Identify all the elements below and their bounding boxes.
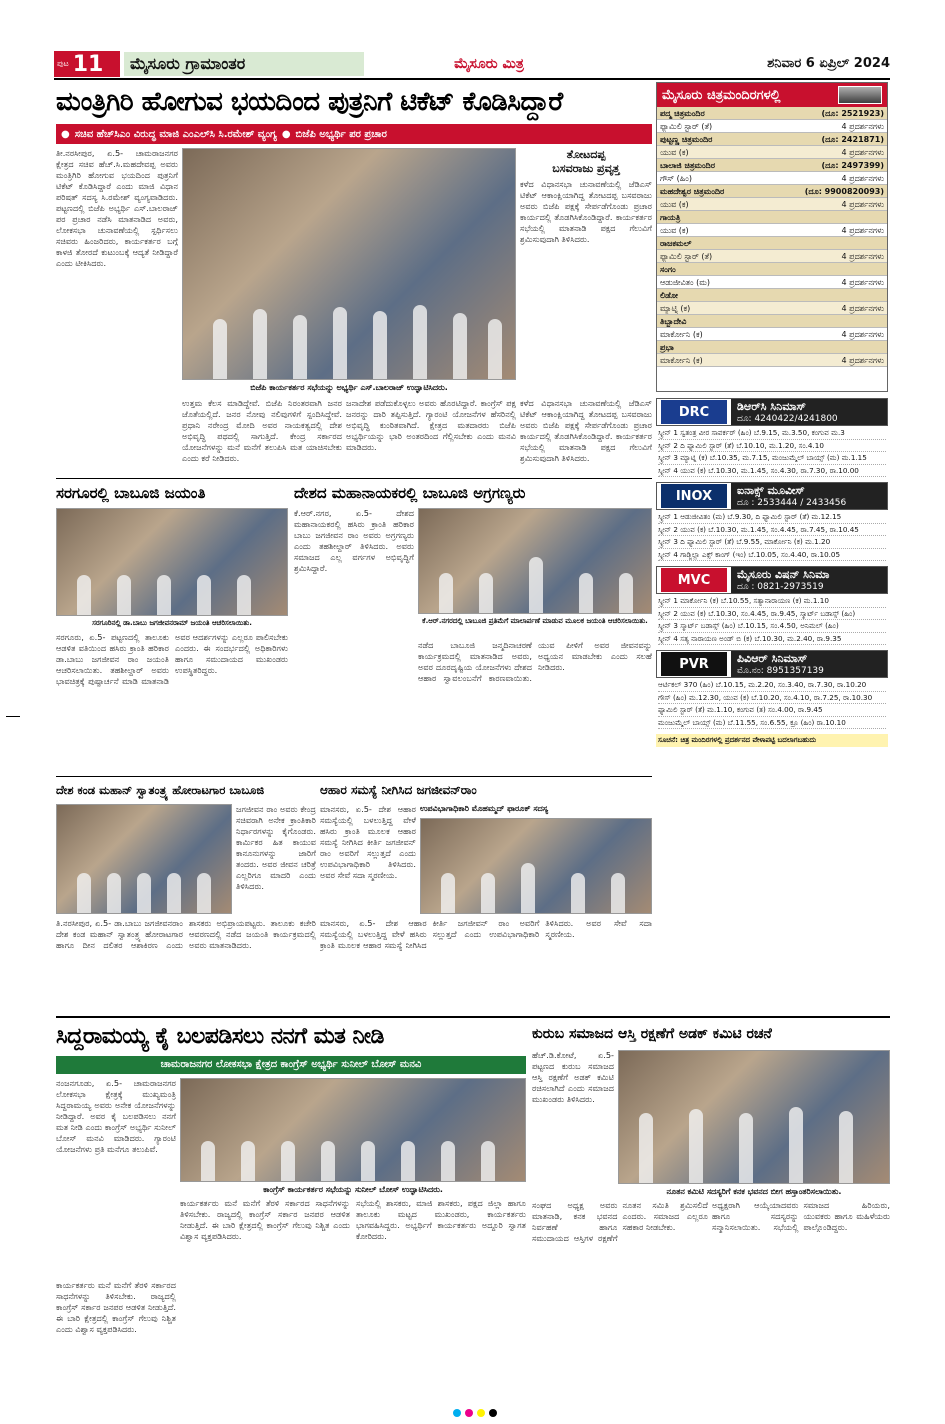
page-number-box xyxy=(54,51,120,77)
showtime-row: ಸ್ಕ್ರೀನ್ 4 ಯುವ (ಕ) ಬೆ.10.30, ಮ.1.45, ಸಂ.4.30, ರಾ.7.30, ರಾ.10.00 xyxy=(658,465,886,478)
lead-body-1: ತೀ.ನರಸೀಪುರ, ಏ.5- ಚಾಮರಾಜನಗರ ಕ್ಷೇತ್ರದ ಸಚಿವ ಹೆಚ್.ಸಿ.ಮಹದೇವಪ್ಪ ಅವರು ಮಂತ್ರಿಗಿರಿ ಹೋಗುವ ಭಯದಿಂದ ಪುತ್ರನಿಗೆ ಟಿಕೆಟ್ ಕೊಡಿಸಿದ್ದಾರೆ ಎಂದು ಮಾಜಿ ವಿಧಾನ ಪರಿಷತ್ ಸದಸ್ಯ ಸಿ.ರಮೇಶ್ ವ್ಯಂಗ್ಯವಾಡಿದರು. ಪಟ್ಟಣದಲ್ಲಿ ಬಿಜೆಪಿ ಅಭ್ಯರ್ಥಿ ಎಸ್.ಬಾಲರಾಜ್ ಪರ ಪ್ರಚಾರ ನಡೆಸಿ ಮಾತನಾಡಿದ ಅವರು, ಲೋಕಸಭಾ ಚುನಾವಣೆಯಲ್ಲಿ ಸ್ಪರ್ಧಿಸಲು ಸಚಿವರು ಹಿಂಜರಿದರು, ಕಾರ್ಯಕರ್ತರ ಬಗ್ಗೆ ಕಾಳಜಿ ತೋರದೆ ಕುಟುಂಬಕ್ಕೆ ಆದ್ಯತೆ ನೀಡಿದ್ದಾರೆ ಎಂದು ಟೀಕಿಸಿದರು. xyxy=(56,148,178,268)
freedom-body-1: ತಿ.ನರಸೀಪುರ, ಏ.5- ಡಾ.ಬಾಬು ಜಗಜೀವನರಾಂ ದೇಶ ಕಂಡ ಮಹಾನ್ ಸ್ವಾತಂತ್ರ್ಯ ಹೋರಾಟಗಾರ ಹಾಗೂ ದೀನ ದಲಿತರ ಆಶಾಕಿರಣ ಎಂದು ಶಾಸಕರು ಅಭಿಪ್ರಾಯಪಟ್ಟರು. ತಾಲೂಕು ಕಚೇರಿ ಆವರಣದಲ್ಲಿ ನಡೆದ ಜಯಂತಿ ಕಾರ್ಯಕ್ರಮದಲ್ಲಿ ಅವರು ಮಾತನಾಡಿದರು. xyxy=(56,918,316,950)
kuruba-body-2: ಸಂಘದ ಅಧ್ಯಕ್ಷ ಅವರು ಮಾತನಾಡಿ, ಕನಕ ಭವನದ ನಿರ್ವಹಣೆ ಹಾಗೂ ಸಮುದಾಯದ ಆಸ್ತಿಗಳ ರಕ್ಷಣೆಗೆ ನೂತನ ಸಮಿತಿ ಶ್ರಮಿಸಲಿದೆ ಎಂದರು. ಸಮಾಜದ ಎಲ್ಲರೂ ಸಹಕಾರ ನೀಡಬೇಕು. xyxy=(532,1200,708,1243)
theatre-row xyxy=(657,107,887,120)
cinema-header xyxy=(656,566,888,594)
theatre-row xyxy=(657,302,887,315)
theatre-name: ಮಾರ್ಕೋನಿ (ಕ) xyxy=(660,330,703,339)
theatre-info: (ದೂ: 2521923) xyxy=(821,109,884,118)
siddu-body-1: ನಂಜನಗೂಡು, ಏ.5- ಚಾಮರಾಜನಗರ ಲೋಕಸಭಾ ಕ್ಷೇತ್ರಕ್ಕೆ ಮುಖ್ಯಮಂತ್ರಿ ಸಿದ್ದರಾಮಯ್ಯ ಅವರು ಅನೇಕ ಯೋಜನೆಗಳನ್ನು ನೀಡಿದ್ದಾರೆ. ಅವರ ಕೈ ಬಲಪಡಿಸಲು ನನಗೆ ಮತ ನೀಡಿ ಎಂದು ಕಾಂಗ್ರೆಸ್ ಅಭ್ಯರ್ಥಿ ಸುನೀಲ್ ಬೋಸ್ ಮನವಿ ಮಾಡಿದರು. ಗ್ಯಾರಂಟಿ ಯೋಜನೆಗಳು ಪ್ರತಿ ಮನೆಗೂ ತಲುಪಿವೆ. xyxy=(56,1078,176,1154)
cinema-block xyxy=(656,398,888,478)
theatre-info: 4 ಪ್ರದರ್ಶನಗಳು xyxy=(841,148,884,157)
cinema-header xyxy=(656,650,888,678)
theatre-name: ರಾಜಕಮಲ್ xyxy=(660,239,692,248)
showtime-row: ಸ್ಕ್ರೀನ್ 4 ಗಾಡ್ಜಿಲ್ಲಾ ಎಕ್ಸ್ ಕಾಂಗ್ (ಇಂ) ಬೆ.10.05, ಸಂ.4.40, ರಾ.10.05 xyxy=(658,549,886,562)
theatre-row xyxy=(657,341,887,354)
cinema-name: ಪಿವಿಆರ್ ಸಿನಿಮಾಸ್ xyxy=(737,652,808,665)
cinema-logo: PVR xyxy=(661,652,727,676)
theatre-info: 4 ಪ್ರದರ್ಶನಗಳು xyxy=(841,330,884,339)
theatre-name: ಪುಟ್ಟಣ್ಣ ಚಿತ್ರಮಂದಿರ xyxy=(660,135,713,144)
section-title: ಮೈಸೂರು ಗ್ರಾಮಾಂತರ xyxy=(124,52,364,76)
theatre-info: (ದೂ: 9900820093) xyxy=(804,187,884,196)
theatre-name: ಲಿಡೋ xyxy=(660,291,678,300)
theatre-row xyxy=(657,211,887,224)
theatre-name: ಮಹದೇಶ್ವರ ಚಿತ್ರಮಂದಿರ xyxy=(660,187,725,196)
theatre-list xyxy=(656,82,888,392)
theatre-info: (ದೂ: 2497399) xyxy=(821,161,884,170)
theatre-row xyxy=(657,224,887,237)
siddu-photo xyxy=(180,1078,526,1182)
kuruba-caption: ನೂತನ ಕಮಿಟಿ ಸದಸ್ಯರಿಗೆ ಕನಕ ಭವನದ ಬೀಗ ಹಸ್ತಾಂತರಿಸಲಾಯಿತು. xyxy=(618,1186,890,1198)
page-date: ಶನಿವಾರ 6 ಏಪ್ರಿಲ್ 2024 xyxy=(767,56,890,71)
siddu-caption: ಕಾಂಗ್ರೆಸ್ ಕಾರ್ಯಕರ್ತರ ಸಭೆಯನ್ನು ಸುನೀಲ್ ಬೋಸ್ ಉದ್ಘಾಟಿಸಿದರು. xyxy=(180,1184,526,1196)
showtime-row: ಸ್ಕ್ರೀನ್ 2 ಯುವ (ಕ) ಬೆ.10.30, ಮ.1.45, ಸಂ.4.45, ರಾ.7.45, ರಾ.10.45 xyxy=(658,524,886,537)
cinema-header xyxy=(656,482,888,510)
theatre-row xyxy=(657,237,887,250)
freedom-body-2: ಜಗಜೀವನ ರಾಂ ಅವರು ಕೇಂದ್ರ ಸಚಿವರಾಗಿ ಅನೇಕ ಕ್ರಾಂತಿಕಾರಿ ನಿರ್ಧಾರಗಳನ್ನು ಕೈಗೊಂಡರು. ಕಾರ್ಮಿಕರ ಹಿತ ಕಾಯುವ ಕಾನೂನುಗಳನ್ನು ಜಾರಿಗೆ ತಂದರು. ಅವರ ಜೀವನ ಚರಿತ್ರೆ ಎಲ್ಲರಿಗೂ ಮಾದರಿ ಎಂದು ತಿಳಿಸಿದರು. xyxy=(236,804,316,891)
kuruba-body-3: ಅಧ್ಯಕ್ಷರಾಗಿ ಆಯ್ಕೆಯಾದವರು ಹಾಗೂ ಸದಸ್ಯರನ್ನು ಸನ್ಮಾನಿಸಲಾಯಿತು. ಸಭೆಯಲ್ಲಿ ಸಮಾಜದ ಹಿರಿಯರು, ಯುವಕರು ಹಾಗೂ ಮಹಿಳೆಯರು ಪಾಲ್ಗೊಂಡಿದ್ದರು. xyxy=(712,1200,890,1232)
theatre-name: ಆಡುಜೀವಿತಂ (ಮ) xyxy=(660,278,710,287)
saragur-photo xyxy=(56,508,288,616)
cinema-showtimes xyxy=(656,510,888,562)
lead-photo-caption: ಬಿಜೆಪಿ ಕಾರ್ಯಕರ್ತರ ಸಭೆಯನ್ನು ಅಭ್ಯರ್ಥಿ ಎಸ್.ಬಾಲರಾಜ್ ಉದ್ಘಾಟಿಸಿದರು. xyxy=(182,382,516,394)
theatre-name: ಯುವ (ಕ) xyxy=(660,200,689,209)
theatre-name: ಯುವ (ಕ) xyxy=(660,226,689,235)
theatre-row xyxy=(657,263,887,276)
theatre-rows xyxy=(657,107,887,367)
equality-body: ಮಾನಸರು, ಏ.5- ದೇಶ ಆಹಾರ ಸಮಸ್ಯೆಯಲ್ಲಿ ಬಳಲುತ್ತಿದ್ದ ವೇಳೆ ಹಸಿರು ಕ್ರಾಂತಿ ಮೂಲಕ ಆಹಾರ ಸಮಸ್ಯೆ ನೀಗಿಸಿದ ಕೀರ್ತಿ ಜಗಜೀವನ್ ರಾಂ ಅವರಿಗೆ ಸಲ್ಲುತ್ತದೆ ಎಂದು ಉಪವಿಭಾಗಾಧಿಕಾರಿ ತಿಳಿಸಿದರು. ಅವರ ಸೇವೆ ಸದಾ ಸ್ಮರಣೀಯ. xyxy=(320,804,416,880)
side-headline-2: ಬಸವರಾಜು ಪ್ರವೃತ್ತ xyxy=(552,162,620,175)
theatre-row xyxy=(657,289,887,302)
theatre-info: 4 ಪ್ರದರ್ಶನಗಳು xyxy=(841,252,884,261)
cinema-phone: ಮೊ.ನಂ: 8951357139 xyxy=(737,666,824,676)
theatre-name: ಮ್ಯಾಟ್ನಿ (ಕ) xyxy=(660,304,691,313)
theatre-info: (ದೂ: 2421871) xyxy=(821,135,884,144)
showtime-row: ಮಂಜುಮ್ಮೆಲ್ ಬಾಯ್ಸ್ (ಮ) ಬೆ.11.55, ಸಂ.6.55, ಕ್ರೂ (ಹಿಂ) ರಾ.10.10 xyxy=(658,717,886,730)
theatre-row xyxy=(657,328,887,341)
siddu-body-1-continued: ಕಾರ್ಯಕರ್ತರು ಮನೆ ಮನೆಗೆ ತೆರಳಿ ಸರ್ಕಾರದ ಸಾಧನೆಗಳನ್ನು ತಿಳಿಸಬೇಕು. ರಾಜ್ಯದಲ್ಲಿ ಕಾಂಗ್ರೆಸ್ ಸರ್ಕಾರ ಜನಪರ ಆಡಳಿತ ನೀಡುತ್ತಿದೆ. ಈ ಬಾರಿ ಕ್ಷೇತ್ರದಲ್ಲಿ ಕಾಂಗ್ರೆಸ್ ಗೆಲುವು ನಿಶ್ಚಿತ ಎಂದು ವಿಶ್ವಾಸ ವ್ಯಕ್ತಪಡಿಸಿದರು. xyxy=(56,1280,176,1334)
cinema-phone: ದೂ : 2533444 / 2433456 xyxy=(737,498,847,508)
page-number: 11 xyxy=(72,51,104,77)
theatre-name: ತಿಬ್ಬಾದೇವಿ xyxy=(660,317,687,326)
theatre-name: ಸಂಗಂ xyxy=(660,265,676,274)
side-story xyxy=(520,148,652,398)
siddu-headline: ಸಿದ್ದರಾಮಯ್ಯ ಕೈ ಬಲಪಡಿಸಲು ನನಗೆ ಮತ ನೀಡಿ xyxy=(56,1024,384,1049)
cinema-note: ಸೂಚನೆ: ಚಿತ್ರ ಮಂದಿರಗಳಲ್ಲಿ ಪ್ರದರ್ಶನದ ವೇಳಾಪಟ್ಟಿ ಬದಲಾಗಬಹುದು xyxy=(656,734,888,747)
cinema-header xyxy=(656,398,888,426)
theatre-name: ಬಾಲಾಜಿ ಚಿತ್ರಮಂದಿರ xyxy=(660,161,715,170)
page-header xyxy=(54,51,890,77)
theatre-row xyxy=(657,354,887,367)
freedom-photo xyxy=(56,804,232,914)
siddu-body-3: ಸಭೆಯಲ್ಲಿ ಶಾಸಕರು, ಮಾಜಿ ಶಾಸಕರು, ಪಕ್ಷದ ಜಿಲ್ಲಾ ಹಾಗೂ ತಾಲೂಕು ಮಟ್ಟದ ಮುಖಂಡರು, ಕಾರ್ಯಕರ್ತರು ಭಾಗವಹಿಸಿದ್ದರು. ಅಭ್ಯರ್ಥಿಗೆ ಕಾರ್ಯಕರ್ತರು ಅದ್ದೂರಿ ಸ್ವಾಗತ ಕೋರಿದರು. xyxy=(356,1198,526,1241)
page-label: ಪುಟ xyxy=(57,59,69,68)
theatre-row xyxy=(657,185,887,198)
equality-sub: ಉಪವಿಭಾಗಾಧಿಕಾರಿ ಮೊಹಮ್ಮದ್ ಫಾರೂಕ್ ಸದಸ್ಯ xyxy=(420,804,549,813)
cinema-logo: MVC xyxy=(661,568,727,592)
theatre-name: ಯುವ (ಕ) xyxy=(660,148,689,157)
theatre-name: ಪದ್ಮ ಚಿತ್ರಮಂದಿರ xyxy=(660,109,705,118)
theatre-row xyxy=(657,276,887,289)
saragur-headline: ಸರಗೂರಲ್ಲಿ ಬಾಬೂಜಿ ಜಯಂತಿ xyxy=(56,484,206,502)
theatre-info: 4 ಪ್ರದರ್ಶನಗಳು xyxy=(841,304,884,313)
lead-body-2: ಉತ್ತಮ ಕೆಲಸ ಮಾಡಿದ್ದೇವೆ. ಬಿಜೆಪಿ ನಿರಂತರವಾಗಿ ಜನರ ಜೊತೆಯಲ್ಲಿದೆ. ಜನರ ನೋವು ನಲಿವುಗಳಿಗೆ ಸ್ಪಂದಿಸಿದ್ದೇವೆ. ಪ್ರಧಾನಿ ನರೇಂದ್ರ ಮೋದಿ ಅವರ ನಾಯಕತ್ವದಲ್ಲಿ ದೇಶ ಅಭಿವೃದ್ಧಿ ಪಥದಲ್ಲಿ ಸಾಗುತ್ತಿದೆ. ಕೇಂದ್ರ ಸರ್ಕಾರದ ಯೋಜನೆಗಳನ್ನು ಮನೆ ಮನೆಗೆ ತಲುಪಿಸಿ ಮತ ಯಾಚಿಸಬೇಕು ಎಂದು ಕರೆ ನೀಡಿದರು. xyxy=(182,398,342,463)
babuji-body-2: ನಡೆದ ಬಾಬೂಜಿ ಜನ್ಮದಿನಾಚರಣೆ ಕಾರ್ಯಕ್ರಮದಲ್ಲಿ ಮಾತನಾಡಿದ ಅವರು, ಅವರ ದೂರದೃಷ್ಟಿಯ ಯೋಜನೆಗಳು ದೇಶದ ಆಹಾರ ಸ್ವಾವಲಂಬನೆಗೆ ಕಾರಣವಾಯಿತು. ಯುವ ಪೀಳಿಗೆ ಅವರ ಜೀವನವನ್ನು ಅಧ್ಯಯನ ಮಾಡಬೇಕು ಎಂದು ಸಲಹೆ ನೀಡಿದರು. xyxy=(418,640,652,683)
theatre-info: 4 ಪ್ರದರ್ಶನಗಳು xyxy=(841,278,884,287)
theatre-info: 4 ಪ್ರದರ್ಶನಗಳು xyxy=(841,356,884,365)
cinema-title-box xyxy=(731,399,887,425)
cinema-title-box xyxy=(731,567,887,593)
cinema-listings xyxy=(656,398,888,998)
showtime-row: ಆರ್ಟಿಕಲ್ 370 (ಹಿಂ) ಬೆ.10.15, ಮ.2.20, ಸಂ.3.40, ರಾ.7.30, ರಾ.10.20 xyxy=(658,679,886,692)
showtime-row: ಫ್ಯಾಮಿಲಿ ಸ್ಟಾರ್ (ತೆ) ಮ.1.10, ಕಂಗುವ (ತ) ಸಂ.4.00, ರಾ.9.45 xyxy=(658,704,886,717)
theatre-row xyxy=(657,133,887,146)
lead-photo xyxy=(182,148,516,380)
header-rule xyxy=(54,78,890,80)
kuruba-headline: ಕುರುಬ ಸಮಾಜದ ಆಸ್ತಿ ರಕ್ಷಣೆಗೆ ಅಡಕ್ ಕಮಿಟಿ ರಚನೆ xyxy=(532,1026,772,1042)
kuruba-body-1: ಹೆಚ್.ಡಿ.ಕೋಟೆ, ಏ.5- ಪಟ್ಟಣದ ಕುರುಬ ಸಮಾಜದ ಆಸ್ತಿ ರಕ್ಷಣೆಗೆ ಅಡಕ್ ಕಮಿಟಿ ರಚಿಸಲಾಗಿದೆ ಎಂದು ಸಮಾಜದ ಮುಖಂಡರು ತಿಳಿಸಿದರು. xyxy=(532,1050,614,1104)
theatre-row xyxy=(657,159,887,172)
showtime-row: ಸ್ಕ್ರೀನ್ 1 ಆಡುಜೀವಿತಂ (ಮ) ಬೆ.9.30, ದಿ ಫ್ಯಾಮಿಲಿ ಸ್ಟಾರ್ (ತೆ) ಮ.12.15 xyxy=(658,511,886,524)
theatre-row xyxy=(657,198,887,211)
crop-mark xyxy=(6,716,20,717)
equality-photo xyxy=(420,818,652,914)
saragur-caption: ಸರಗೂರಿನಲ್ಲಿ ಡಾ.ಬಾಬು ಜಗಜೀವನರಾಮ್ ಜಯಂತಿ ಆಚರಿಸಲಾಯಿತು. xyxy=(56,618,288,630)
babuji-body-1: ಕೆ.ಆರ್.ನಗರ, ಏ.5- ದೇಶದ ಮಹಾನಾಯಕರಲ್ಲಿ ಹಸಿರು ಕ್ರಾಂತಿ ಹರಿಕಾರ ಬಾಬು ಜಗಜೀವನ ರಾಂ ಅವರು ಅಗ್ರಗಣ್ಯರು ಎಂದು ತಹಶೀಲ್ದಾರ್ ತಿಳಿಸಿದರು. ಅವರು ಸಮಾಜದ ಎಲ್ಲ ವರ್ಗಗಳ ಅಭಿವೃದ್ಧಿಗೆ ಶ್ರಮಿಸಿದ್ದಾರೆ. xyxy=(294,508,414,573)
cinema-logo: INOX xyxy=(661,484,727,508)
side-body-continued: ಕಳೆದ ವಿಧಾನಸಭಾ ಚುನಾವಣೆಯಲ್ಲಿ ಜೆಡಿಎಸ್ ಟಿಕೆಟ್ ಆಕಾಂಕ್ಷಿಯಾಗಿದ್ದ ತೋಟದಪ್ಪ ಬಸವರಾಜು ಅವರು ಬಿಜೆಪಿ ಪಕ್ಷಕ್ಕೆ ಸೇರ್ಪಡೆಗೊಂಡು ಪ್ರಚಾರ ಕಾರ್ಯದಲ್ಲಿ ತೊಡಗಿಸಿಕೊಂಡಿದ್ದಾರೆ. ಕಾರ್ಯಕರ್ತರ ಸಭೆಯಲ್ಲಿ ಮಾತನಾಡಿ ಪಕ್ಷದ ಗೆಲುವಿಗೆ ಶ್ರಮಿಸುವುದಾಗಿ ತಿಳಿಸಿದರು. xyxy=(520,398,652,463)
bullet-icon: ● xyxy=(281,128,291,140)
cinema-phone: ದೂ: 4240422/4241800 xyxy=(737,414,838,424)
theatre-row xyxy=(657,172,887,185)
theatre-name: ಮಾರ್ಕೋನಿ (ಕ) xyxy=(660,356,703,365)
theatre-row xyxy=(657,315,887,328)
theatre-row xyxy=(657,120,887,133)
registration-marks xyxy=(400,1402,550,1414)
showtime-row: ಸ್ಕ್ರೀನ್ 4 ಸತ್ಯ ನಾರಾಯಣ ಅಂಡ್ ಬಿ (ಕ) ಬೆ.10.30, ಮ.2.40, ರಾ.9.35 xyxy=(658,633,886,646)
lead-headline: ಮಂತ್ರಿಗಿರಿ ಹೋಗುವ ಭಯದಿಂದ ಪುತ್ರನಿಗೆ ಟಿಕೆಟ್ ಕೊಡಿಸಿದ್ದಾರೆ xyxy=(56,87,563,117)
theatre-info: 4 ಪ್ರದರ್ಶನಗಳು xyxy=(841,226,884,235)
equality-body-continued: ಮಾನಸರು, ಏ.5- ದೇಶ ಆಹಾರ ಸಮಸ್ಯೆಯಲ್ಲಿ ಬಳಲುತ್ತಿದ್ದ ವೇಳೆ ಹಸಿರು ಕ್ರಾಂತಿ ಮೂಲಕ ಆಹಾರ ಸಮಸ್ಯೆ ನೀಗಿಸಿದ ಕೀರ್ತಿ ಜಗಜೀವನ್ ರಾಂ ಅವರಿಗೆ ಸಲ್ಲುತ್ತದೆ ಎಂದು ಉಪವಿಭಾಗಾಧಿಕಾರಿ ತಿಳಿಸಿದರು. ಅವರ ಸೇವೆ ಸದಾ ಸ್ಮರಣೀಯ. xyxy=(320,918,652,950)
lead-subhead-bar xyxy=(56,124,652,144)
cinema-title-box xyxy=(731,483,887,509)
side-headline-1: ತೋಟದಪ್ಪ xyxy=(566,148,606,161)
lead-subhead-1: ಸಚಿವ ಹೆಚ್‌ಸಿಎಂ ವಿರುದ್ಧ ಮಾಜಿ ಎಂಎಲ್‌ಸಿ ಸಿ.ರಮೇಶ್ ವ್ಯಂಗ್ಯ xyxy=(74,128,277,140)
babuji-photo xyxy=(418,508,652,614)
equality-headline: ಆಹಾರ ಸಮಸ್ಯೆ ನೀಗಿಸಿದ ಜಗಜೀವನ್‌ರಾಂ xyxy=(320,783,477,797)
cinema-name: ಐನಾಕ್ಸ್ ಮೂವೀಸ್ xyxy=(737,484,805,497)
saragur-body: ಸರಗೂರು, ಏ.5- ಪಟ್ಟಣದಲ್ಲಿ ತಾಲೂಕು ಆಡಳಿತ ವತಿಯಿಂದ ಹಸಿರು ಕ್ರಾಂತಿ ಹರಿಕಾರ ಡಾ.ಬಾಬು ಜಗಜೀವನ ರಾಂ ಜಯಂತಿ ಆಚರಿಸಲಾಯಿತು. ತಹಶೀಲ್ದಾರ್ ಅವರು ಭಾವಚಿತ್ರಕ್ಕೆ ಪುಷ್ಪಾರ್ಚನೆ ಮಾಡಿ ಮಾತನಾಡಿ ಅವರ ಆದರ್ಶಗಳನ್ನು ಎಲ್ಲರೂ ಪಾಲಿಸಬೇಕು ಎಂದರು. ಈ ಸಂದರ್ಭದಲ್ಲಿ ಅಧಿಕಾರಿಗಳು ಹಾಗೂ ಸಮುದಾಯದ ಮುಖಂಡರು ಉಪಸ್ಥಿತರಿದ್ದರು. xyxy=(56,632,288,686)
side-body: ಕಳೆದ ವಿಧಾನಸಭಾ ಚುನಾವಣೆಯಲ್ಲಿ ಜೆಡಿಎಸ್ ಟಿಕೆಟ್ ಆಕಾಂಕ್ಷಿಯಾಗಿದ್ದ ತೋಟದಪ್ಪ ಬಸವರಾಜು ಅವರು ಬಿಜೆಪಿ ಪಕ್ಷಕ್ಕೆ ಸೇರ್ಪಡೆಗೊಂಡು ಪ್ರಚಾರ ಕಾರ್ಯದಲ್ಲಿ ತೊಡಗಿಸಿಕೊಂಡಿದ್ದಾರೆ. ಕಾರ್ಯಕರ್ತರ ಸಭೆಯಲ್ಲಿ ಮಾತನಾಡಿ ಪಕ್ಷದ ಗೆಲುವಿಗೆ ಶ್ರಮಿಸುವುದಾಗಿ ತಿಳಿಸಿದರು. xyxy=(520,179,652,244)
theatre-info: 4 ಪ್ರದರ್ಶನಗಳು xyxy=(841,200,884,209)
lead-subhead-2: ಬಿಜೆಪಿ ಅಭ್ಯರ್ಥಿ ಪರ ಪ್ರಚಾರ xyxy=(295,128,387,140)
cinema-title-box xyxy=(731,651,887,677)
theatre-info: 4 ಪ್ರದರ್ಶನಗಳು xyxy=(841,174,884,183)
theatre-row xyxy=(657,146,887,159)
cinema-logo: DRC xyxy=(661,400,727,424)
showtime-row: ಸ್ಕ್ರೀನ್ 1 ಮಾರ್ಕೋನಿ (ಕ) ಬೆ.10.55, ಸತ್ಯಾನಾರಾಯಣ (ಕ) ಮ.1.10 xyxy=(658,595,886,608)
theatre-name: ಫ್ಯಾಮಿಲಿ ಸ್ಟಾರ್ (ತೆ) xyxy=(660,252,713,261)
showtime-row: ಸ್ಕ್ರೀನ್ 3 ಸ್ಮಾರ್ಟ್ ಬಡಾಸ್ಸ್ (ಹಿಂ) ಬೆ.10.15, ಸಂ.4.50, ಅನಿಮಲ್ (ಹಿಂ) xyxy=(658,620,886,633)
theatre-name: ಗಾಯತ್ರಿ xyxy=(660,213,681,222)
showtime-row: ಸ್ಕ್ರೀನ್ 1 ಸ್ವತಂತ್ರ ವೀರ ಸಾವರ್ಕರ್ (ಹಿಂ) ಬೆ.9.15, ಮ.3.50, ಕಂಗುವ ಮ.3 xyxy=(658,427,886,440)
lead-body-3: ಜನಾದೇಶ ಪಡೆದುಕೊಳ್ಳಲು ಅವರು ಹೊರಟಿದ್ದಾರೆ. ಕಾಂಗ್ರೆಸ್ ಪಕ್ಷ ಜನರನ್ನು ದಾರಿ ತಪ್ಪಿಸುತ್ತಿದೆ. ಗ್ಯಾರಂಟಿ ಯೋಜನೆಗಳ ಹೆಸರಿನಲ್ಲಿ ಅಭಿವೃದ್ಧಿ ಕುಂಠಿತವಾಗಿದೆ. ಕ್ಷೇತ್ರದ ಮತದಾರರು ಬಿಜೆಪಿ ಅಭ್ಯರ್ಥಿಯನ್ನು ಭಾರಿ ಅಂತರದಿಂದ ಗೆಲ್ಲಿಸಬೇಕು ಎಂದು ಮನವಿ ಮಾಡಿದರು. xyxy=(346,398,516,452)
theatre-name: ಪ್ರಭಾ xyxy=(660,343,674,352)
theatre-screen-icon xyxy=(838,86,882,104)
showtime-row: ಸ್ಕ್ರೀನ್ 3 ಮ್ಯಾಟ್ನಿ (ಕ) ಬೆ.10.35, ಮ.7.15, ಮಂಜುಮ್ಮೆಲ್ ಬಾಯ್ಸ್ (ಮ) ಮ.1.15 xyxy=(658,452,886,465)
masthead: ಮೈಸೂರು ಮಿತ್ರ xyxy=(454,56,524,72)
theatre-info: 4 ಪ್ರದರ್ಶನಗಳು xyxy=(841,122,884,131)
bullet-icon: ● xyxy=(61,128,70,140)
cinema-block xyxy=(656,566,888,646)
siddu-subhead: ಚಾಮರಾಜನಗರ ಲೋಕಸಭಾ ಕ್ಷೇತ್ರದ ಕಾಂಗ್ರೆಸ್ ಅಭ್ಯರ್ಥಿ ಸುನೀಲ್ ಬೋಸ್ ಮನವಿ xyxy=(56,1056,526,1074)
cinema-block xyxy=(656,650,888,730)
showtime-row: ಸ್ಕ್ರೀನ್ 3 ದಿ ಫ್ಯಾಮಿಲಿ ಸ್ಟಾರ್ (ತೆ) ಬೆ.9.55, ಮಾರ್ಕೋನಿ (ಕ) ಮ.1.20 xyxy=(658,536,886,549)
babuji-headline: ದೇಶದ ಮಹಾನಾಯಕರಲ್ಲಿ ಬಾಬೂಜಿ ಅಗ್ರಗಣ್ಯರು xyxy=(294,484,526,502)
kuruba-photo xyxy=(618,1050,890,1184)
showtime-row: ಸ್ಕ್ರೀನ್ 2 ದಿ ಫ್ಯಾಮಿಲಿ ಸ್ಟಾರ್ (ತೆ) ಬೆ.10.10, ಮ.1.20, ಸಂ.4.10 xyxy=(658,440,886,453)
theatre-name: ಫ್ಯಾಮಿಲಿ ಸ್ಟಾರ್ (ತೆ) xyxy=(660,122,713,131)
showtime-row: ಗೌಸ್ (ಹಿಂ) ಮ.12.30, ಯುವ (ಕ) ಬೆ.10.20, ಸಂ.4.10, ರಾ.7.25, ರಾ.10.30 xyxy=(658,692,886,705)
freedom-headline: ದೇಶ ಕಂಡ ಮಹಾನ್ ಸ್ವಾತಂತ್ರ್ಯ ಹೋರಾಟಗಾರ ಬಾಬೂಜಿ xyxy=(56,783,265,797)
siddu-body-2: ಕಾರ್ಯಕರ್ತರು ಮನೆ ಮನೆಗೆ ತೆರಳಿ ಸರ್ಕಾರದ ಸಾಧನೆಗಳನ್ನು ತಿಳಿಸಬೇಕು. ರಾಜ್ಯದಲ್ಲಿ ಕಾಂಗ್ರೆಸ್ ಸರ್ಕಾರ ಜನಪರ ಆಡಳಿತ ನೀಡುತ್ತಿದೆ. ಈ ಬಾರಿ ಕ್ಷೇತ್ರದಲ್ಲಿ ಕಾಂಗ್ರೆಸ್ ಗೆಲುವು ನಿಶ್ಚಿತ ಎಂದು ವಿಶ್ವಾಸ ವ್ಯಕ್ತಪಡಿಸಿದರು. xyxy=(180,1198,350,1241)
cinema-showtimes xyxy=(656,678,888,730)
theatre-list-title: ಮೈಸೂರು ಚಿತ್ರಮಂದಿರಗಳಲ್ಲಿ xyxy=(657,83,887,107)
cinema-showtimes xyxy=(656,426,888,478)
cinema-name: ಮೈಸೂರು ವಿಷನ್ ಸಿನಿಮಾ xyxy=(737,568,830,581)
showtime-row: ಸ್ಕ್ರೀನ್ 2 ಯುವ (ಕ) ಬೆ.10.30, ಸಂ.4.45, ರಾ.9.45, ಸ್ಮಾರ್ಟ್ ಬಡಾಸ್ಸ್ (ಹಿಂ) xyxy=(658,608,886,621)
cinema-showtimes xyxy=(656,594,888,646)
cinema-phone: ದೂ : 0821-2973519 xyxy=(737,582,824,592)
babuji-caption: ಕೆ.ಆರ್.ನಗರದಲ್ಲಿ ಬಾಬೂಜಿ ಪ್ರತಿಮೆಗೆ ಮಾಲಾರ್ಪಣೆ ಮಾಡುವ ಮೂಲಕ ಜಯಂತಿ ಆಚರಿಸಲಾಯಿತು. xyxy=(418,616,652,638)
cinema-block xyxy=(656,482,888,562)
theatre-name: ಗೌಸ್ (ಹಿಂ) xyxy=(660,174,692,183)
theatre-row xyxy=(657,250,887,263)
cinema-name: ಡಿಆರ್‌ಸಿ ಸಿನಿಮಾಸ್ xyxy=(737,400,806,413)
